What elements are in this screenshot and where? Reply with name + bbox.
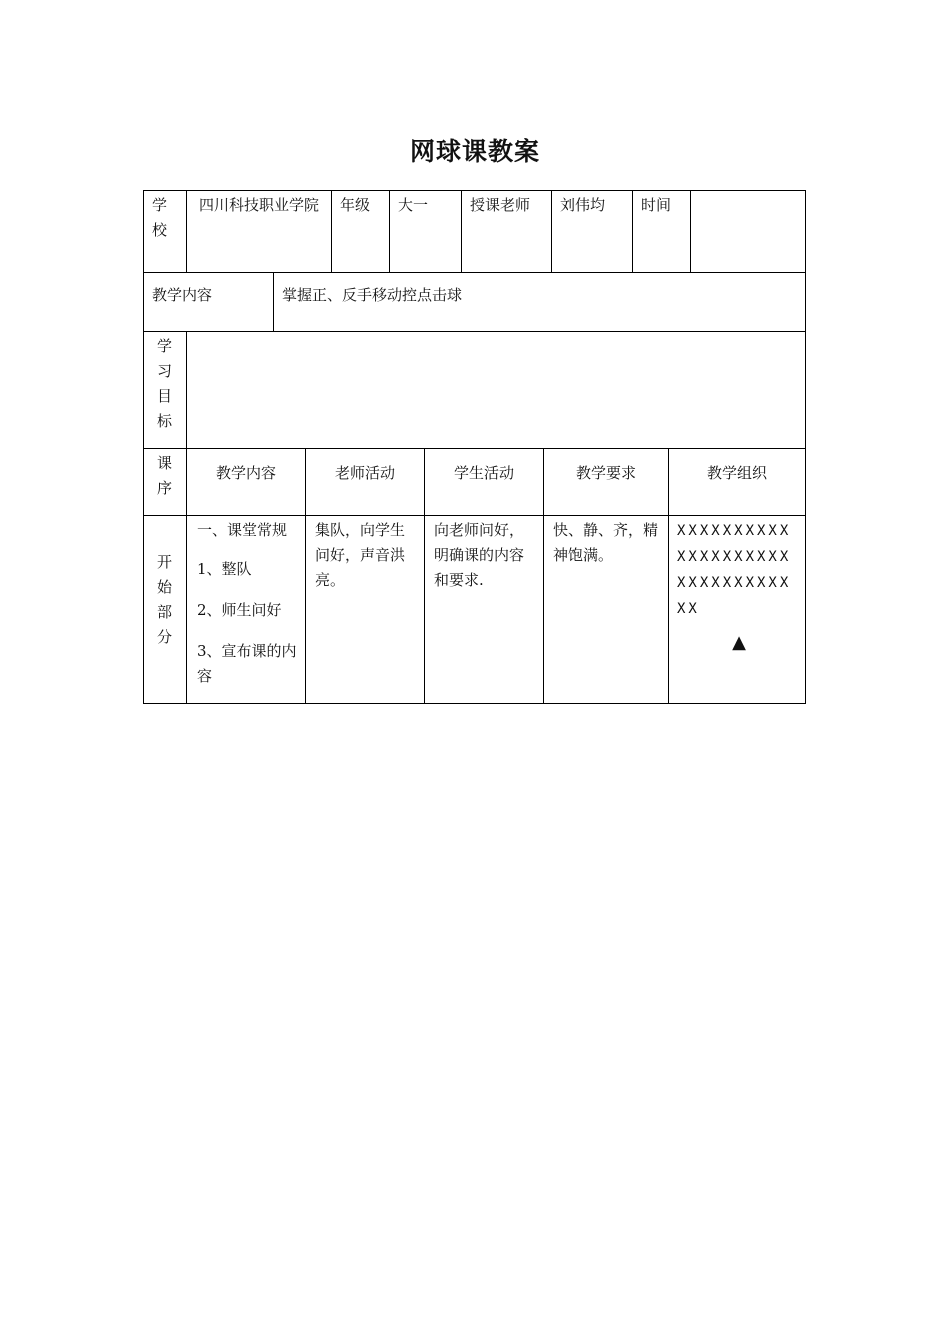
sequence-header-cell [143,448,187,516]
organization-header-cell [668,448,806,516]
school-value: 四川科技职业学院 [198,196,319,214]
time-label: 时间 [641,196,672,214]
requirement-cell [543,515,669,704]
content-header-cell [186,448,306,516]
school-value-cell [186,190,332,273]
content-value: 掌握正、反手移动控点击球 [282,286,463,304]
teacher-label: 授课老师 [470,196,531,214]
organization-header: 教学组织 [706,464,767,482]
student-formation: XXXXXXXXXXXXXXXXXXXXXXXXXXXXXXXX [677,523,792,617]
organization-cell [668,515,806,704]
student-activity-header-cell [424,448,544,516]
teacher-value-cell [551,190,633,273]
content-label: 教学内容 [152,286,213,304]
requirement-text: 快、静、齐，精神饱满。 [553,521,659,564]
start-section-label-cell [143,515,187,704]
page-title: 网球课教案 [409,137,540,166]
time-label-cell [632,190,691,273]
content-item-2: 1、整队 [197,560,252,578]
content-item-1: 一、课堂常规 [197,521,288,539]
content-item-3: 2、师生问好 [197,601,282,619]
objective-value-cell [186,331,806,449]
teacher-label-cell [461,190,552,273]
teacher-activity-header: 老师活动 [334,464,395,482]
content-header: 教学内容 [215,464,276,482]
content-label-cell [143,272,274,332]
teacher-activity-text: 集队，向学生问好，声音洪亮。 [315,521,406,589]
requirement-header-cell [543,448,669,516]
grade-label-cell [331,190,390,273]
grade-value: 大一 [398,196,429,214]
content-value-cell [273,272,806,332]
student-activity-text: 向老师问好，明确课的内容和要求. [434,521,525,589]
grade-label: 年级 [340,196,371,214]
teacher-position-marker: ▲ [732,632,746,653]
time-value-cell [690,190,806,273]
school-label-cell [143,190,187,273]
grade-value-cell [389,190,462,273]
student-activity-header: 学生活动 [453,464,514,482]
teacher-activity-header-cell [305,448,425,516]
objective-label: 学习目标 [157,337,173,430]
school-label: 学校 [152,196,168,239]
content-item-4: 3、宣布课的内容 [197,642,297,685]
teacher-value: 刘伟均 [560,196,606,214]
start-section-label: 开始部分 [157,553,173,646]
student-activity-cell [424,515,544,704]
sequence-header: 课序 [157,454,173,497]
objective-label-cell [143,331,187,449]
start-content-cell [186,515,306,704]
teacher-activity-cell [305,515,425,704]
requirement-header: 教学要求 [575,464,636,482]
